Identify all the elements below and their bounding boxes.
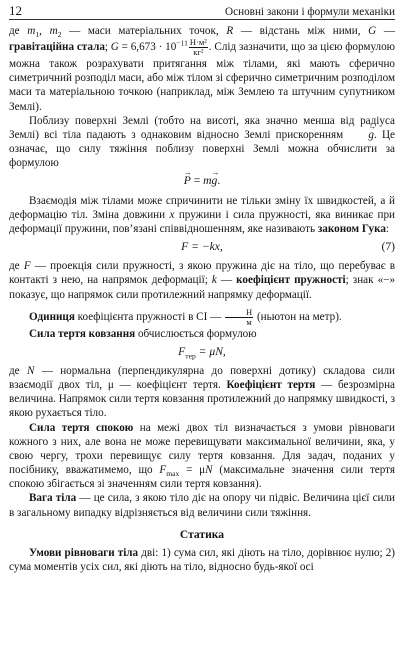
paragraph-stiffness-unit: Одиниця коефіцієнта пружності в СІ — $\frac{Н}{м}$ (ньютон на метр). [29,306,342,327]
paragraph-gravity-constants: де $m_1$, $m_2$ — маси матеріальних точок, R — відстань між ними, G — гравітаційна стала; $G = 6,673 \cdot 10^{-11}$ $\frac{\text{Н·м²}}{\text{кг²}}$ . Слід зазначити, що за цією формулою можна також розрахувати притягання між тілами, які мають сферично симетричний розподіл маси, або між тілом зі сферично симетричним розподілом маси та матеріальною точкою (наприклад, між Землею та штучним супутником Землі). [9,25,395,113]
term-friction-coefficient: Коефіцієнт тертя [226,379,316,392]
section-title-statics: Статика [179,527,225,541]
formula-weight: → P = m→ g. [9,174,395,188]
paragraph-friction-coefficient: де N — нормальна (перпендикулярна до поверхні дотику) складова сили взаємодії двох тіл, μ — коефіцієнт тертя. Коефіцієнт тертя — безрозмірна величина. Напрямок сили тертя ковзання протилежний до напрямку швидкості, з якою рухається тіло. [9,364,395,420]
paragraph-equilibrium: Умови рівноваги тіла дві: 1) сума сил, які діють на тіло, дорівнює нулю; 2) сума моментів усіх сил, які діють на тіло, відносно будь-якої осі [9,546,396,573]
formula-friction: $F_{тер} = \mu N$, [178,344,226,361]
paragraph-static-friction: Сила тертя спокою на межі двох тіл визначається з умови рівноваги кожного з них, але вона не може перевищувати максимальної величини, яка, у свою чергу, трохи перевищує силу тертя ковзання. Для задач, поданих у посібнику, вважатимемо, що $F_{max} = \mu N$ (максимальне значення сили тертя спокою збігається зі значенням сили тертя ковзання). [9,421,396,491]
page [9,3,395,574]
formula-hooke: F = −kx, (7) [181,240,395,254]
unit-fraction: $\frac{\text{Н·м²}}{\text{кг²}}$ [189,37,207,58]
paragraph-sliding-friction: Сила тертя ковзання обчислюється формулою [29,327,257,340]
paragraph-body-weight: Вага тіла — це сила, з якою тіло діє на опору чи підвіс. Величина цієї сили в загальному випадку відрізняється від величини сили тяжіння. [9,492,395,519]
paragraph-gravity-near-earth: Поблизу поверхні Землі (тобто на висоті, яка значно менша від радіуса Землі) всі тіла падають з однаковим відносно Землі прискоренням → g. Це означає, що силу тяжіння поблизу поверхні Землі можна обчислити за формулою [9,114,395,171]
paragraph-deformation: Взаємодія між тілами може спричинити не тільки зміну їх швидкостей, а й деформацію тіл. Зміна довжини x пружини і сила пружності, яка виникає при деформації пружини, пов’язані співвідношенням, яке називають законом Гука: [9,194,395,235]
term-stiffness: коефіцієнт пружності [236,274,346,287]
paragraph-hooke-explained: де F — проекція сили пружності, з якою пружина діє на тіло, що перебуває в контакті з нею, на напрямок деформації; k — коефіцієнт пружності; знак «−» показує, що напрямок сили протилежний напрямку деформації. [9,260,396,301]
term-gravitational-constant: гравітаційна стала [9,41,105,54]
equation-number: (7) [381,240,395,254]
term-hooke-law: законом Гука [317,222,386,235]
page-header [9,3,395,20]
running-title: Основні закони і формули механіки [225,6,395,18]
unit-fraction: $\frac{Н}{м}$ [225,308,253,327]
page-body [9,24,395,574]
page-number: 12 [9,3,22,18]
